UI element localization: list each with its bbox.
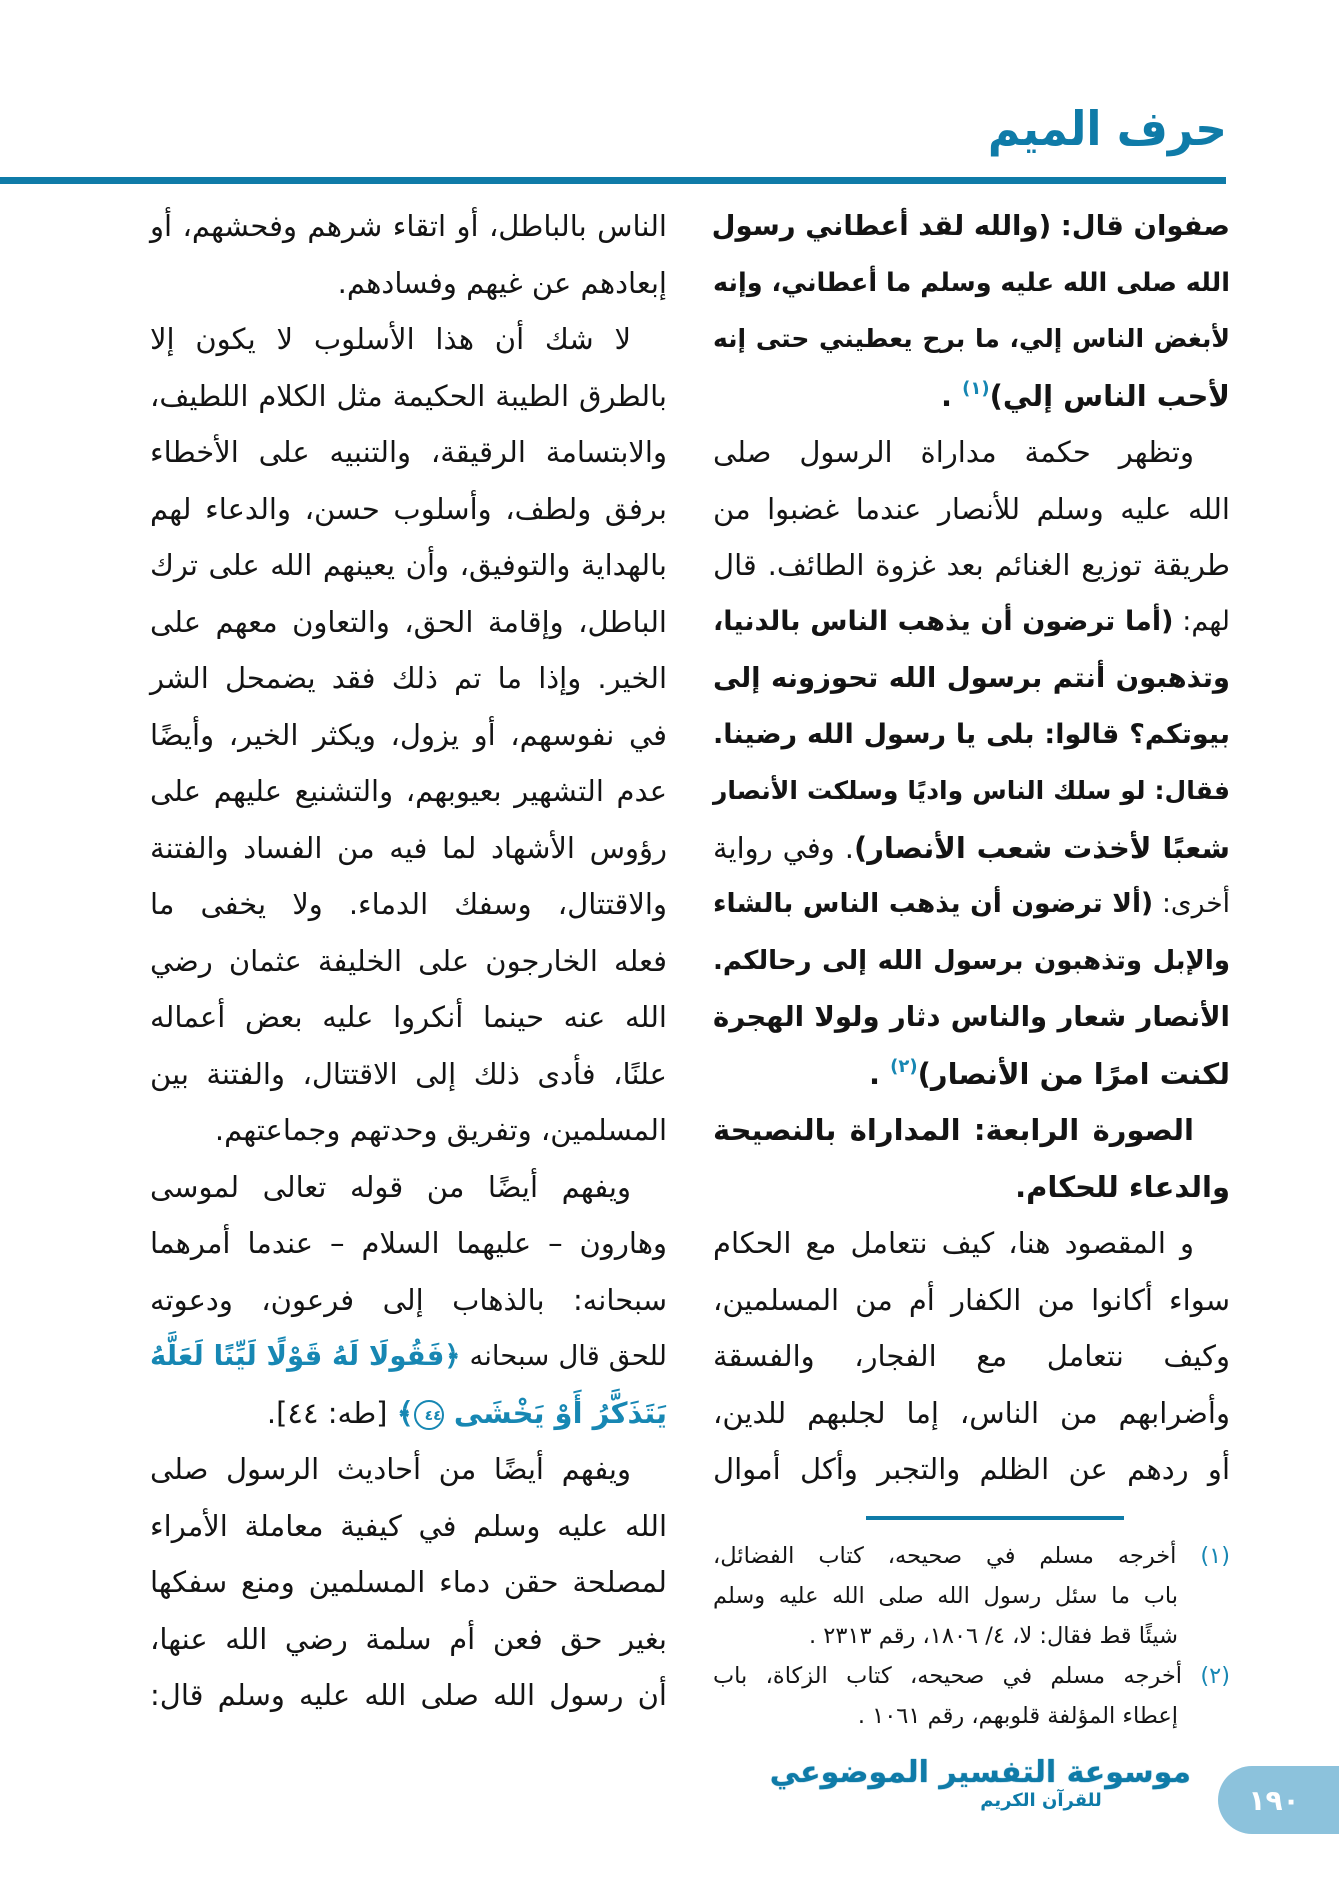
- text-line: [150, 537, 667, 594]
- text-line: [713, 594, 1230, 651]
- text-line: [713, 650, 1230, 707]
- text-segment: رؤوس الأشهاد لما فيه من الفساد والفتنة: [150, 830, 667, 865]
- text-line: [150, 481, 667, 538]
- text-segment: ويفهم أيضًا من قوله تعالى لموسى: [150, 1169, 631, 1204]
- publisher-logo-title: موسوعة التفسير الموضوعي: [769, 1755, 1191, 1790]
- text-line: [713, 1102, 1230, 1159]
- text-segment: برفق ولطف، وأسلوب حسن، والدعاء لهم: [150, 491, 667, 526]
- text-segment: علنًا، فأدى ذلك إلى الاقتتال، والفتنة بين: [150, 1056, 667, 1091]
- text-line: [150, 1385, 667, 1442]
- footnote-line: [713, 1696, 1230, 1736]
- text-segment: المسلمين، وتفريق وحدتهم وجماعتهم.: [214, 1113, 667, 1147]
- text-segment: الأنصار شعار والناس دثار ولولا الهجرة: [713, 1001, 1230, 1033]
- text-segment: فعله الخارجون على الخليفة عثمان رضي: [150, 943, 667, 978]
- column-right: [713, 198, 1230, 1736]
- text-line: [713, 1215, 1230, 1272]
- text-segment: .: [869, 1056, 891, 1091]
- chapter-heading-calligraphy: حرف الميم: [987, 101, 1227, 158]
- text-line: [150, 1272, 667, 1329]
- page-number-badge: [1218, 1766, 1339, 1834]
- text-line: [713, 1159, 1230, 1216]
- text-segment: أو ردهم عن الظلم والتجبر وأكل أموال: [713, 1452, 1230, 1486]
- text-line: [150, 1328, 667, 1385]
- text-line: [713, 198, 1230, 255]
- text-segment: الله عليه وسلم للأنصار عندما غضبوا من: [713, 491, 1230, 526]
- page-number: ١٩٠: [1248, 1783, 1300, 1817]
- page-body: [149, 198, 1230, 1736]
- text-line: [150, 1159, 667, 1216]
- text-line: [713, 311, 1230, 368]
- header-rule: [0, 177, 1226, 184]
- text-segment: لمصلحة حقن دماء المسلمين ومنع سفكها: [150, 1565, 667, 1599]
- text-line: [713, 424, 1230, 481]
- text-segment: صفوان قال: (والله لقد أعطاني رسول: [711, 210, 1230, 242]
- text-line: [150, 594, 667, 651]
- column-right-lines: [713, 198, 1230, 1498]
- text-segment: والاقتتال، وسفك الدماء. ولا يخفى ما: [150, 887, 667, 921]
- text-segment: وتذهبون أنتم برسول الله تحوزونه إلى: [713, 662, 1230, 694]
- text-line: [713, 933, 1230, 990]
- text-line: [150, 1667, 667, 1724]
- footnotes: [713, 1536, 1230, 1736]
- text-line: [713, 537, 1230, 594]
- text-segment: [طه: ٤٤].: [266, 1395, 397, 1430]
- text-line: [150, 876, 667, 933]
- text-line: [150, 1611, 667, 1668]
- footnote-reference: (٢): [890, 1055, 918, 1077]
- text-line: [713, 255, 1230, 312]
- footnote-marker: (٢): [1181, 1662, 1230, 1689]
- text-line: [713, 1385, 1230, 1442]
- text-line: [713, 989, 1230, 1046]
- text-segment: سواء أكانوا من الكفار أم من المسلمين،: [713, 1282, 1230, 1317]
- text-segment: والابتسامة الرقيقة، والتنبيه على الأخطاء: [150, 435, 667, 469]
- text-line: [150, 707, 667, 764]
- text-segment: أخرى:: [1153, 888, 1231, 919]
- footnote-line: [713, 1656, 1230, 1696]
- text-segment: في نفوسهم، أو يزول، ويكثر الخير، وأيضًا: [150, 717, 667, 752]
- text-segment: الخير. وإذا ما تم ذلك فقد يضمحل الشر: [150, 661, 667, 695]
- text-segment: لهم:: [1173, 605, 1230, 637]
- text-segment: بالهداية والتوفيق، وأن يعينهم الله على ترك: [150, 548, 667, 582]
- quran-verse-text: يَتَذَكَّرُ أَوْ يَخْشَى: [443, 1395, 667, 1430]
- text-line: [150, 198, 667, 255]
- text-line: [150, 1215, 667, 1272]
- text-segment: طريقة توزيع الغنائم بعد غزوة الطائف. قال: [713, 548, 1230, 582]
- ayah-number-medallion: ٤٤: [414, 1400, 444, 1430]
- text-segment: (أما ترضون أن يذهب الناس بالدنيا،: [713, 605, 1174, 637]
- text-line: [713, 1046, 1230, 1103]
- text-segment: بالطرق الطيبة الحكيمة مثل الكلام اللطيف،: [150, 378, 667, 413]
- text-line: [150, 424, 667, 481]
- text-segment: إبعادهم عن غيهم وفسادهم.: [337, 265, 667, 300]
- text-segment: فقال: لو سلك الناس واديًا وسلكت الأنصار: [713, 776, 1230, 805]
- text-line: [713, 763, 1230, 820]
- text-segment: بغير حق فعن أم سلمة رضي الله عنها،: [150, 1621, 667, 1656]
- text-segment: وأضرابهم من الناس، إما لجلبهم للدين،: [713, 1395, 1230, 1430]
- text-segment: وهارون – عليهما السلام – عندما أمرهما: [150, 1226, 667, 1260]
- text-segment: الله صلى الله عليه وسلم ما أعطاني، وإنه: [712, 267, 1230, 298]
- text-segment: لكنت امرًا من الأنصار): [917, 1056, 1230, 1091]
- text-line: [150, 311, 667, 368]
- text-segment: (ألا ترضون أن يذهب الناس بالشاء: [713, 888, 1154, 919]
- text-segment: لأبغض الناس إلي، ما برح يعطيني حتى إنه: [713, 324, 1230, 353]
- text-segment: الصورة الرابعة: المداراة بالنصيحة: [713, 1113, 1194, 1147]
- text-segment: للحق قال سبحانه: [460, 1340, 667, 1372]
- text-line: [150, 368, 667, 425]
- text-line: [713, 707, 1230, 764]
- text-line: [713, 481, 1230, 538]
- text-segment: وكيف نتعامل مع الفجار، والفسقة: [713, 1339, 1230, 1373]
- text-line: [713, 368, 1230, 425]
- footnote-line: [713, 1616, 1230, 1656]
- text-segment: ويفهم أيضًا من أحاديث الرسول صلى: [150, 1452, 631, 1486]
- publisher-logo: [769, 1755, 1191, 1811]
- text-segment: والإبل وتذهبون برسول الله إلى رحالكم.: [713, 945, 1230, 976]
- text-segment: لا شك أن هذا الأسلوب لا يكون إلا: [150, 322, 631, 356]
- text-segment: لأحب الناس إلي): [989, 378, 1230, 413]
- text-line: [150, 1554, 667, 1611]
- column-left: [150, 198, 667, 1736]
- quran-verse-text: ﴿فَقُولَا لَهُ قَوْلًا لَيِّنًا لَعَلَّهُ: [150, 1340, 461, 1372]
- text-segment: أخرجه مسلم في صحيحه، كتاب الفضائل،: [713, 1542, 1177, 1569]
- text-segment: سبحانه: بالذهاب إلى فرعون، ودعوته: [150, 1282, 667, 1317]
- text-segment: الله عليه وسلم في كيفية معاملة الأمراء: [150, 1508, 667, 1543]
- text-segment: الناس بالباطل، أو اتقاء شرهم وفحشهم، أو: [150, 209, 667, 243]
- text-line: [713, 1272, 1230, 1329]
- footnote-line: [713, 1536, 1230, 1576]
- text-segment: شيئًا قط فقال: لا، ٤/ ١٨٠٦، رقم ٢٣١٣ .: [808, 1622, 1178, 1649]
- footnote-marker: (١): [1176, 1542, 1230, 1569]
- text-line: [150, 255, 667, 312]
- text-segment: الباطل، وإقامة الحق، والتعاون معهم على: [150, 604, 667, 639]
- text-line: [150, 1102, 667, 1159]
- text-line: [150, 1046, 667, 1103]
- text-line: [150, 933, 667, 990]
- text-segment: وتظهر حكمة مداراة الرسول صلى: [713, 435, 1194, 469]
- text-line: [150, 1441, 667, 1498]
- text-segment: . وفي رواية: [713, 830, 854, 865]
- text-line: [713, 876, 1230, 933]
- text-segment: أخرجه مسلم في صحيحه، كتاب الزكاة، باب: [713, 1662, 1182, 1689]
- text-line: [150, 989, 667, 1046]
- text-line: [150, 763, 667, 820]
- text-line: [713, 1328, 1230, 1385]
- publisher-logo-subtitle: للقرآن الكريم: [980, 1789, 1102, 1811]
- text-segment: والدعاء للحكام.: [1015, 1169, 1230, 1204]
- quran-verse-text: ﴾: [396, 1395, 414, 1430]
- text-segment: بيوتكم؟ قالوا: بلى يا رسول الله رضينا.: [713, 718, 1230, 750]
- text-segment: .: [941, 378, 963, 413]
- text-segment: و المقصود هنا، كيف نتعامل مع الحكام: [713, 1226, 1194, 1260]
- text-segment: عدم التشهير بعيوبهم، والتشنيع عليهم على: [150, 774, 667, 808]
- text-segment: الله عنه حينما أنكروا عليه بعض أعماله: [150, 1000, 667, 1034]
- footnote-separator: [866, 1516, 1124, 1520]
- column-left-lines: [150, 198, 667, 1724]
- text-line: [150, 820, 667, 877]
- text-line: [713, 1441, 1230, 1498]
- text-line: [150, 650, 667, 707]
- text-segment: أن رسول الله صلى الله عليه وسلم قال:: [150, 1678, 667, 1712]
- text-line: [713, 820, 1230, 877]
- footnote-reference: (١): [962, 377, 990, 399]
- text-line: [150, 1498, 667, 1555]
- text-segment: شعبًا لأخذت شعب الأنصار): [853, 830, 1230, 865]
- footnote-line: [713, 1576, 1230, 1616]
- text-segment: إعطاء المؤلفة قلوبهم، رقم ١٠٦١ .: [857, 1702, 1178, 1729]
- text-segment: باب ما سئل رسول الله صلى الله عليه وسلم: [713, 1582, 1178, 1609]
